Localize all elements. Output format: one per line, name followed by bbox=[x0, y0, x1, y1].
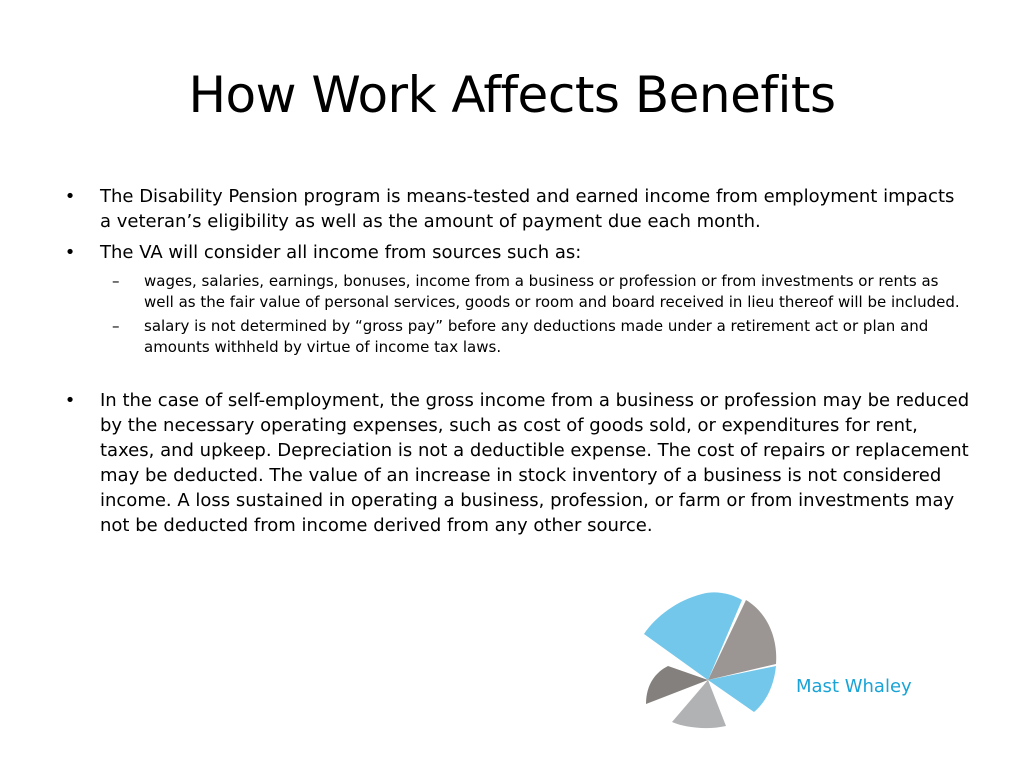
pinwheel-logo-icon bbox=[638, 588, 788, 738]
bullet-marker: • bbox=[64, 186, 76, 207]
bullet-text: The VA will consider all income from sources such as: bbox=[100, 242, 582, 263]
bullet-marker: • bbox=[64, 242, 76, 263]
spacer bbox=[60, 364, 970, 388]
sub-bullet-list bbox=[60, 271, 970, 358]
sub-bullet-text: wages, salaries, earnings, bonuses, income from a business or profession or from investments or rents as well as the fair value of personal services, goods or room and board received in lieu thereof will be included. bbox=[144, 272, 960, 311]
sub-bullet-item bbox=[60, 271, 970, 313]
bullet-text: In the case of self-employment, the gross income from a business or profession may be reduced by the necessary operating expenses, such as cost of goods sold, or expenditures for rent, taxes, and upkeep. Depreciation is not a deductible expense. The cost of repairs or replacement may be deducted. The value of an increase in stock inventory of a business is not considered income. A loss sustained in operating a business, profession, or farm or from investments may not be deducted from income derived from any other source. bbox=[100, 390, 970, 536]
slide-content bbox=[60, 184, 970, 544]
brand-name: Mast Whaley bbox=[796, 676, 912, 697]
slide-title: How Work Affects Benefits bbox=[188, 66, 836, 124]
bullet-item bbox=[60, 184, 970, 234]
bullet-item bbox=[60, 388, 970, 538]
sub-bullet-marker: – bbox=[112, 317, 120, 335]
bullet-text: The Disability Pension program is means-tested and earned income from employment impacts a veteran’s eligibility as well as the amount of payment due each month. bbox=[100, 186, 955, 232]
sub-bullet-text: salary is not determined by “gross pay” before any deductions made under a retirement act or plan and amounts withheld by virtue of income tax laws. bbox=[144, 317, 929, 356]
sub-bullet-marker: – bbox=[112, 272, 120, 290]
bullet-marker: • bbox=[64, 390, 76, 411]
sub-bullet-item bbox=[60, 316, 970, 358]
bullet-item bbox=[60, 240, 970, 265]
